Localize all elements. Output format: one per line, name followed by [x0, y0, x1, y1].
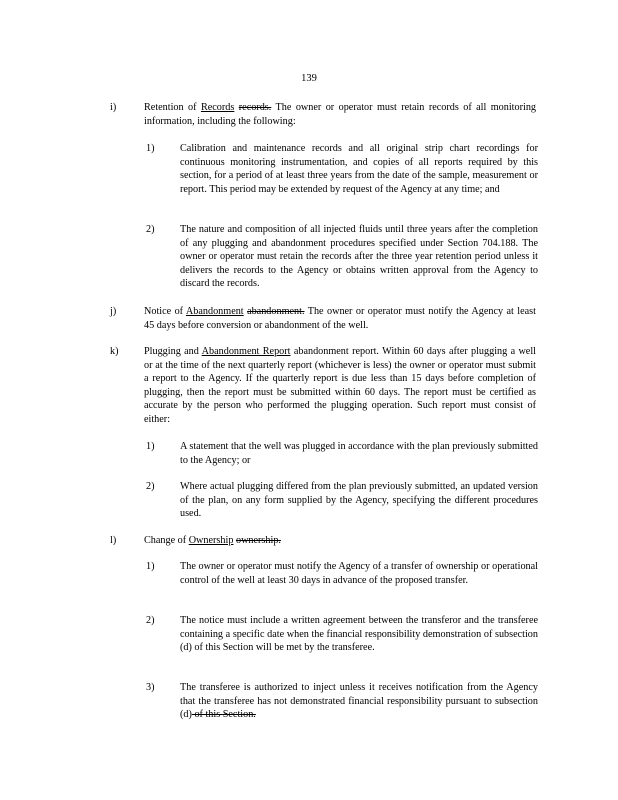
section-k-label: k): [110, 346, 119, 357]
sub-text: Where actual plugging differed from the plan previously submitted, an updated version of the plan, on any form supplied by the Agency, specifying the different procedures used.: [180, 481, 538, 520]
section-i-label: i): [110, 102, 117, 113]
section-j-label: j): [110, 306, 117, 317]
inserted-text: Records: [200, 102, 235, 113]
sub-label: 1): [146, 143, 155, 154]
section-j-text: Notice of Abandonment abandonment. The owner or operator must notify the Agency at least 45 days before conversion or abandonment of the well.: [144, 306, 536, 331]
sub-label: 2): [146, 615, 155, 626]
sub-label: 1): [146, 441, 155, 452]
sub-text: A statement that the well was plugged in accordance with the plan previously submitted to the Agency; or: [180, 441, 538, 466]
section-l-label: l): [110, 535, 117, 546]
sub-text: The notice must include a written agreement between the transferor and the transferee containing a specific date when the financial responsibility demonstration of subsection (d) of this Section will be met by the transferee.: [180, 615, 538, 654]
page-number: 139: [301, 73, 317, 84]
sub-label: 2): [146, 224, 155, 235]
inserted-text: Abandonment: [185, 306, 244, 317]
inserted-text: Abandonment Report: [201, 346, 291, 357]
sub-text: Calibration and maintenance records and all original strip chart recordings for continuous monitoring instrumentation, and copies of all reports required by this section, for a period of at least three years from the date of the sample, measurement or report. This period may be extended by request of the Agency at any time; and: [180, 143, 538, 195]
sub-text: The owner or operator must notify the Agency of a transfer of ownership or operational control of the well at least 30 days in advance of the proposed transfer.: [180, 561, 538, 586]
sub-text: The nature and composition of all injected fluids until three years after the completion of any plugging and abandonment procedures specified under Section 704.188. The owner or operator must retain the records after the three year retention period unless it delivers the records to the Agency or obtains written approval from the Agency to discard the records.: [180, 224, 538, 290]
sub-label: 1): [146, 561, 155, 572]
sub-label: 2): [146, 481, 155, 492]
sub-text: The transferee is authorized to inject unless it receives notification from the Agency that the transferee has not demonstrated financial responsibility pursuant to subsection (d) of this Section.: [180, 682, 538, 721]
sub-label: 3): [146, 682, 155, 693]
inserted-text: Ownership: [188, 535, 234, 546]
deleted-text: abandonment.: [247, 306, 305, 317]
deleted-text: of this Section.: [191, 709, 256, 721]
section-l-text: Change of Ownership ownership.: [144, 535, 281, 546]
section-i-text: Retention of Records records. The owner or operator must retain records of all monitoring information, including the following:: [144, 102, 537, 127]
section-k-text: Plugging and Abandonment Report abandonment report. Within 60 days after plugging a well or at the time of the next quarterly report (whichever is less) the owner or operator must submit a report to the Agency. If the quarterly report is due less than 15 days before completion of plugging, then the report must be submitted within 60 days. The report must be certified as accurate by the person who performed the plugging operation. Such report must consist of either:: [144, 346, 536, 425]
deleted-text: records.: [238, 102, 272, 113]
deleted-text: ownership.: [235, 535, 281, 546]
